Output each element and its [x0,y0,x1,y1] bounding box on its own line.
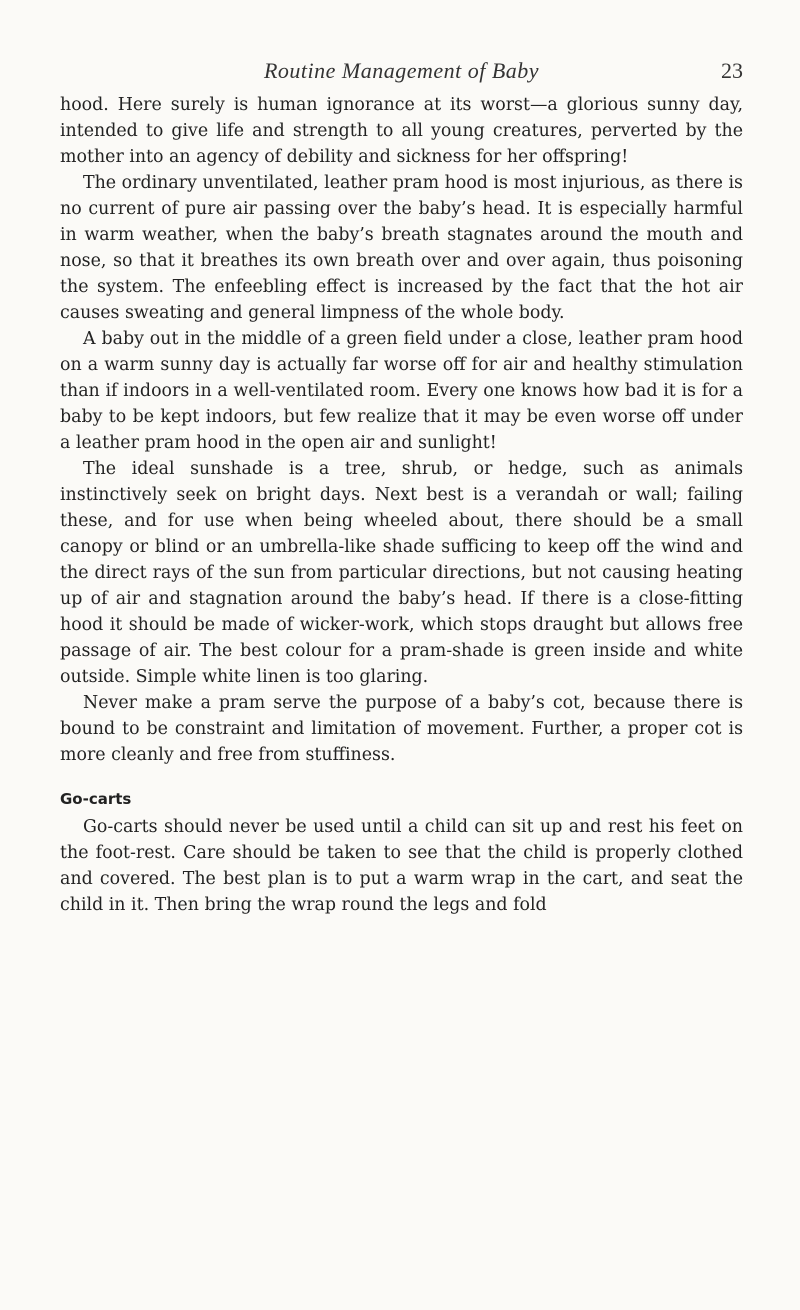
book-page [60,58,743,918]
paragraph-continued: hood. Here surely is human ignorance at its worst—a glorious sunny day, intended to give life and strength to all young creatures, perverted by the mother into an agency of debility and sickness for her offspring! [60,95,743,167]
paragraph: The ordinary unventilated, leather pram hood is most injurious, as there is no current of pure air passing over the baby’s head. It is especially harmful in warm weather, when the baby’s breath stagnates around the mouth and nose, so that it breathes its own breath over and over again, thus poisoning the system. The enfeebling effect is increased by the fact that the hot air causes sweating and general limpness of the whole body. [60,173,743,323]
running-title: Routine Management of Baby [263,58,540,83]
paragraph: A baby out in the middle of a green field under a close, leather pram hood on a warm sunny day is actually far worse off for air and healthy stimulation than if indoors in a well-ventilated room. Every one knows how bad it is for a baby to be kept indoors, but few realize that it may be even worse off under a leather pram hood in the open air and sunlight! [60,329,743,453]
body-text [60,92,743,768]
section-body [60,814,743,918]
paragraph: Go-carts should never be used until a child can sit up and rest his feet on the foot-rest. Care should be taken to see that the child is properly clothed and covered. The best plan is to put a warm wrap in the cart, and seat the child in it. Then bring the wrap round the legs and fold [60,817,743,915]
paragraph: The ideal sunshade is a tree, shrub, or hedge, such as animals instinctively seek on bright days. Next best is a verandah or wall; failing these, and for use when being wheeled about, there should be a small canopy or blind or an umbrella-like shade sufficing to keep off the wind and the direct rays of the sun from particular directions, but not causing heating up of air and stagnation around the baby’s head. If there is a close-fitting hood it should be made of wicker-work, which stops draught but allows free passage of air. The best colour for a pram-shade is green inside and white outside. Simple white linen is too glaring. [60,459,743,687]
paragraph: Never make a pram serve the purpose of a baby’s cot, because there is bound to be constraint and limitation of movement. Further, a proper cot is more cleanly and free from stuffiness. [60,693,743,765]
running-head [60,58,743,92]
section-heading-go-carts: Go-carts [60,790,132,808]
page-number: 23 [721,58,743,83]
